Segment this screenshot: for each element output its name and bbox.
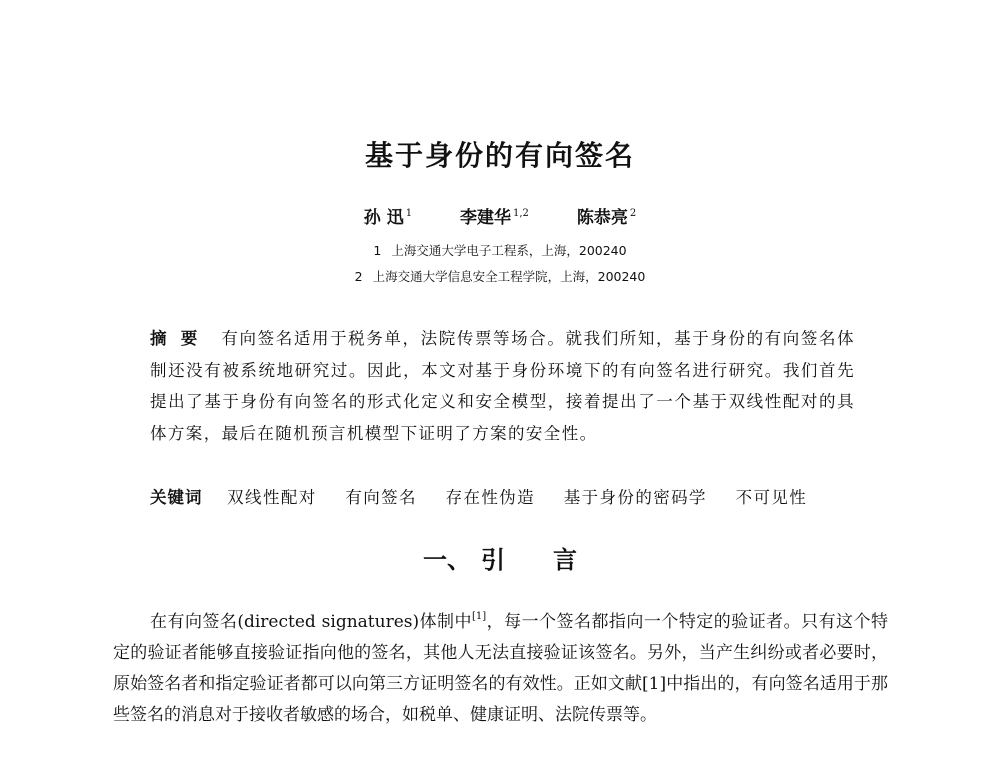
- section-number: 一、: [423, 546, 471, 574]
- keyword: 基于身份的密码学: [563, 488, 707, 507]
- author-affiliation-mark: 1: [405, 208, 413, 219]
- affiliation: [0, 267, 1000, 285]
- author-affiliation-mark: 2: [629, 208, 637, 219]
- author-name: 李建华: [460, 208, 511, 228]
- paper-title: 基于身份的有向签名: [364, 139, 635, 172]
- section-heading: [0, 540, 1000, 575]
- body-paragraph: [113, 601, 888, 731]
- keywords: [150, 484, 870, 508]
- author-affiliation-mark: 1,2: [513, 208, 529, 219]
- affiliation-text: 上海交通大学电子工程系，上海，200240: [391, 243, 627, 258]
- affiliation: [0, 241, 1000, 259]
- keyword: 有向签名: [345, 488, 417, 507]
- citation-mark: [1]: [472, 611, 487, 622]
- author: [364, 203, 412, 228]
- keyword: 双线性配对: [227, 488, 317, 507]
- author-name: 陈恭亮: [576, 208, 628, 228]
- affiliation-number: 1: [373, 243, 382, 258]
- author: [460, 203, 529, 228]
- author: [577, 203, 636, 228]
- body-text-part: ，每一个签名都指向一个特定的验证者。只有这个特定的验证者能够直接验证指向他的签名，其他人无法直接验证该签名。另外，当产生纠纷或者必要时，原始签名者和指定验证者都可以向第三方证明签名的有效性。正如文献[1]中指出的，有向签名适用于那些签名的消息对于接收者敏感的场合，如税单、健康证明、法院传票等。: [113, 612, 888, 725]
- affiliation-text: 上海交通大学信息安全工程学院，上海，200240: [372, 269, 646, 284]
- author-name: 孙 迅: [363, 208, 404, 228]
- body-text: [113, 601, 888, 731]
- section-title: 引言: [481, 546, 625, 574]
- keywords-label: 关键词: [150, 488, 203, 507]
- keyword: 不可见性: [735, 488, 808, 507]
- abstract: [150, 323, 855, 449]
- affiliation-number: 2: [354, 269, 363, 284]
- body-text-part: 在有向签名(directed signatures)体制中: [150, 612, 472, 632]
- author-list: [0, 203, 1000, 228]
- abstract-label: 摘要: [150, 329, 212, 348]
- abstract-text: 有向签名适用于税务单，法院传票等场合。就我们所知，基于身份的有向签名体制还没有被系统地研究过。因此，本文对基于身份环境下的有向签名进行研究。我们首先提出了基于身份有向签名的形式化定义和安全模型，接着提出了一个基于双线性配对的具体方案，最后在随机预言机模型下证明了方案的安全性。: [150, 329, 856, 443]
- keyword: 存在性伪造: [445, 488, 536, 507]
